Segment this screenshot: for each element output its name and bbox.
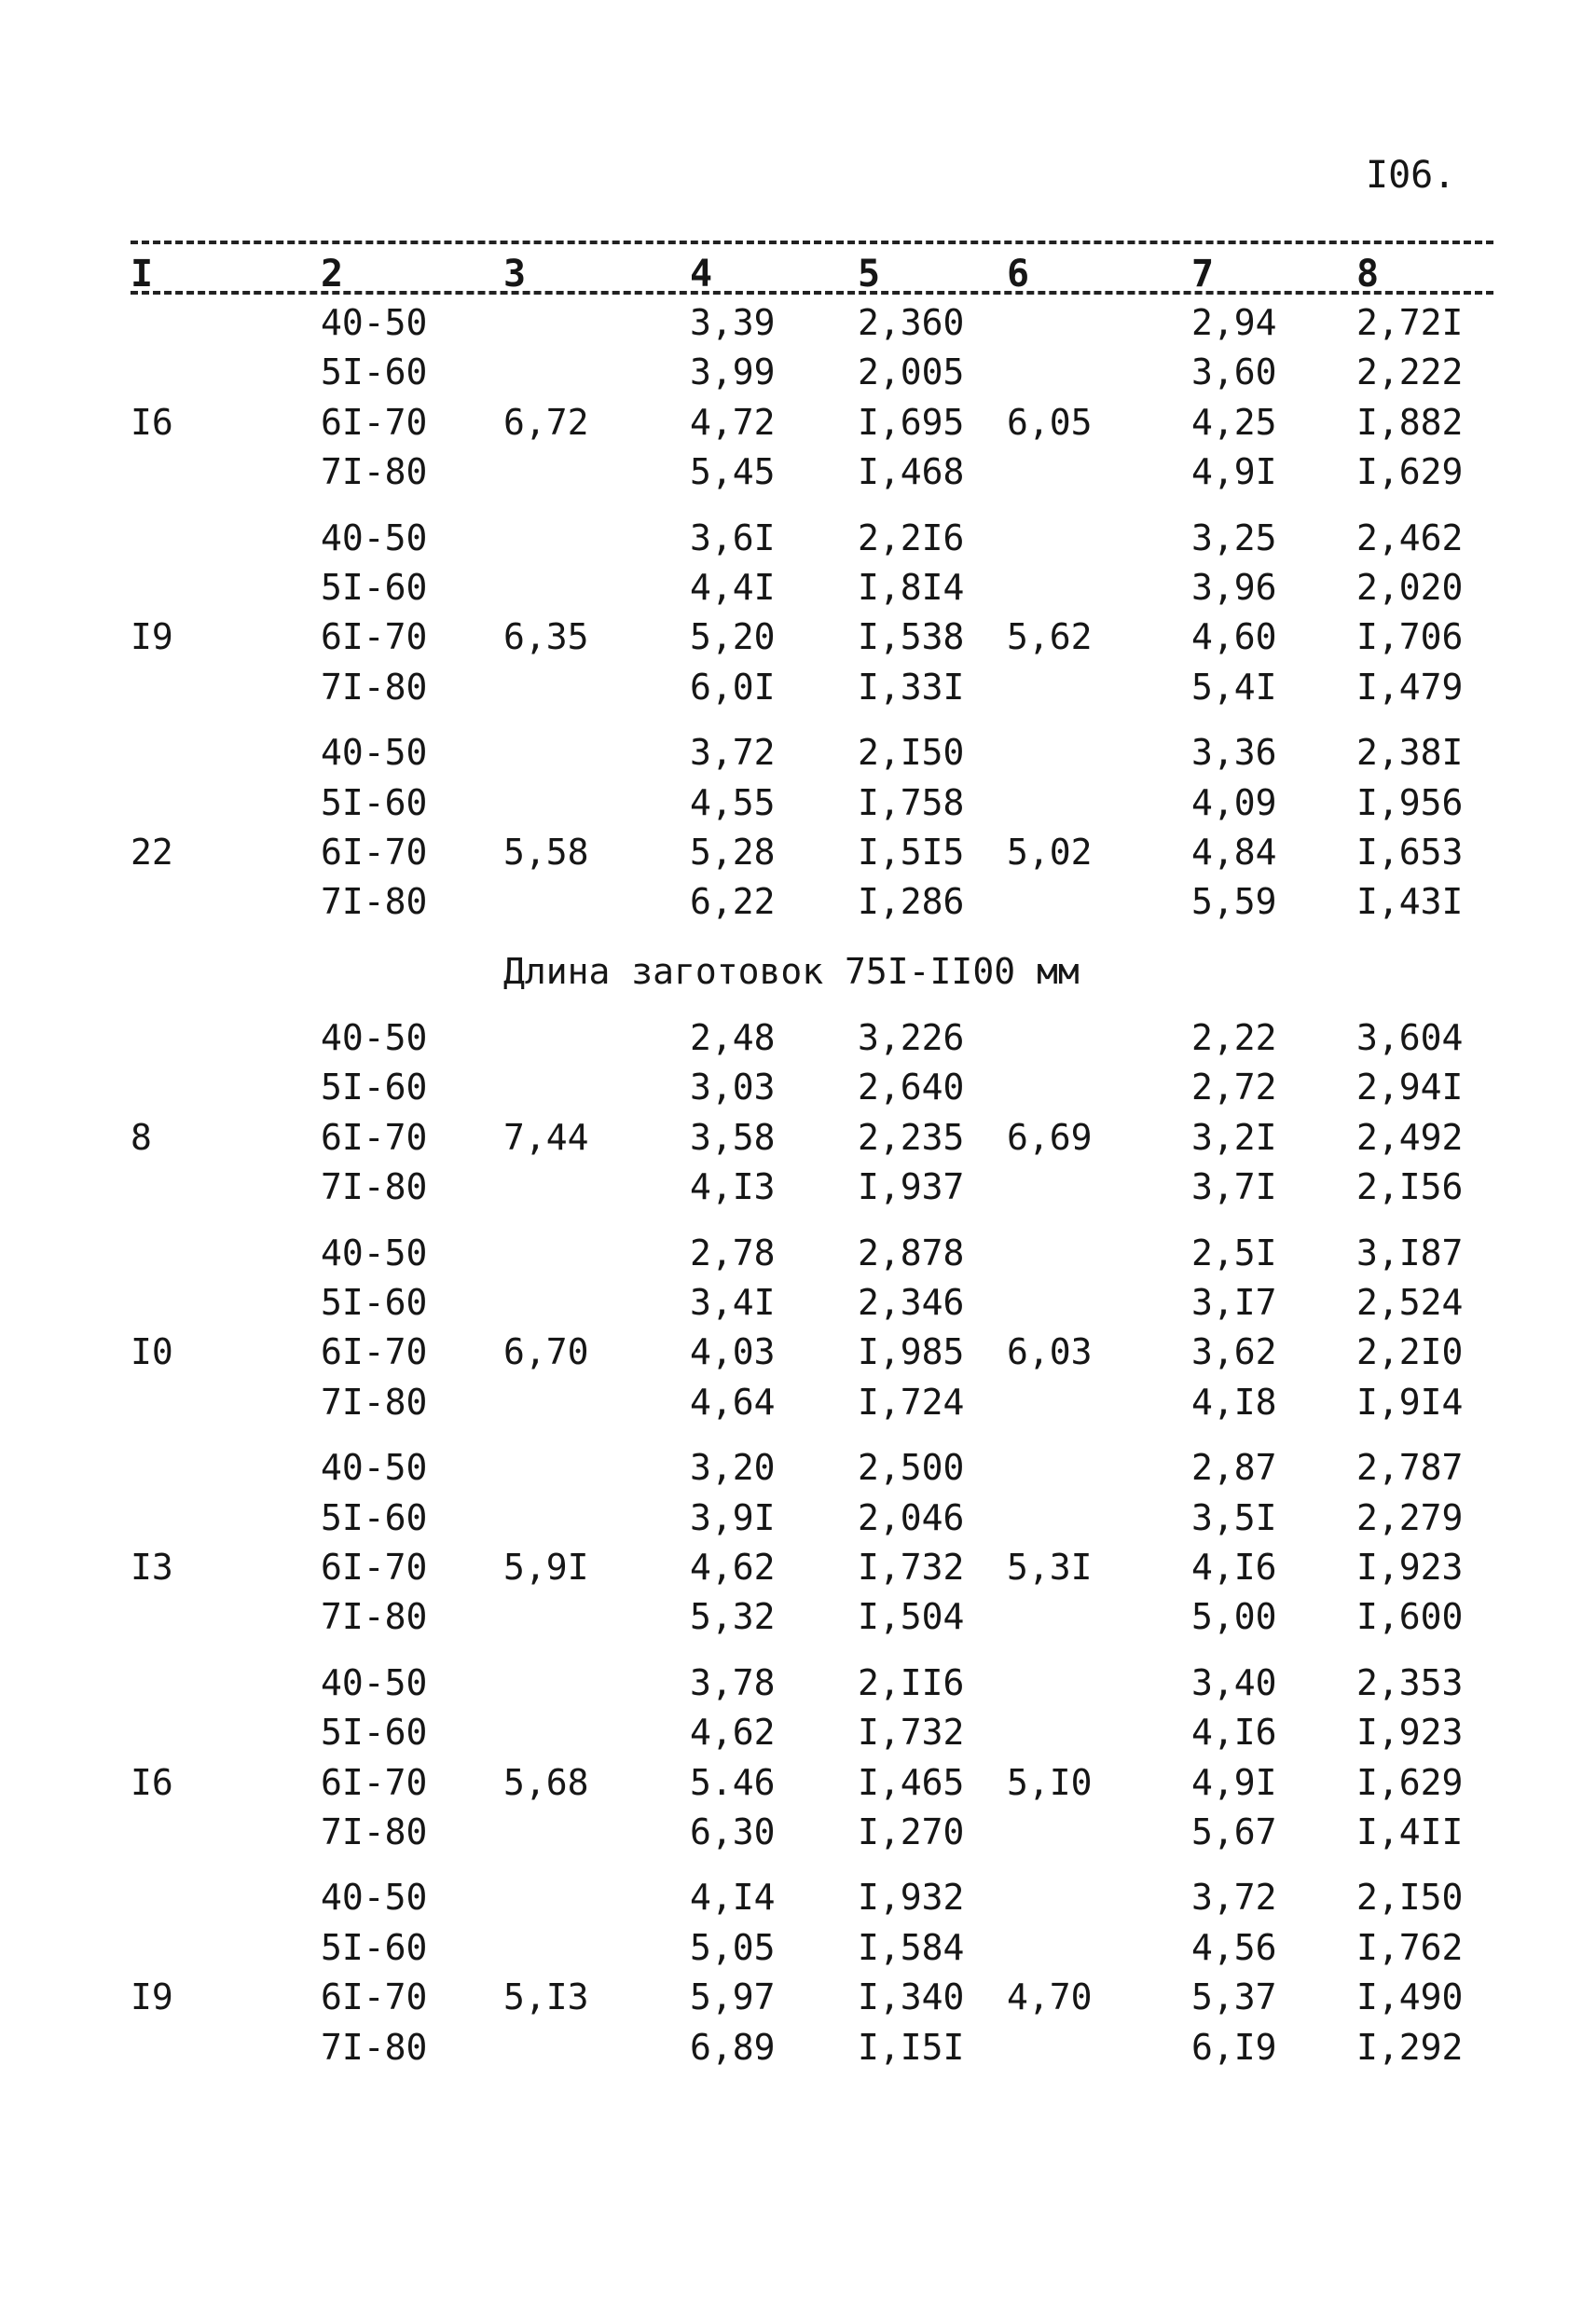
range-cell: 40-50	[321, 1017, 428, 1058]
col5-cell: I,695	[858, 401, 965, 443]
col3-cell: 5,I3	[503, 1976, 589, 2018]
range-cell: 5I-60	[321, 1496, 428, 1538]
col5-cell: 2,360	[858, 302, 965, 343]
col7-cell: 2,72	[1191, 1067, 1277, 1108]
table-row	[0, 1063, 1596, 1111]
range-cell: 5I-60	[321, 1926, 428, 1968]
col6-cell: 4,70	[1007, 1976, 1093, 2018]
col4-cell: 5,05	[690, 1926, 776, 1968]
col8-cell: I,479	[1356, 666, 1464, 708]
col7-cell: 4,84	[1191, 832, 1277, 873]
col8-cell: I,9I4	[1356, 1381, 1464, 1423]
col5-cell: I,985	[858, 1331, 965, 1373]
col8-cell: 2,2I0	[1356, 1331, 1464, 1373]
col8-cell: I,4II	[1356, 1811, 1464, 1852]
table-row	[0, 1013, 1596, 1062]
table-row	[0, 1873, 1596, 1921]
range-cell: 7I-80	[321, 2026, 428, 2068]
col8-cell: I,43I	[1356, 881, 1464, 923]
range-cell: 40-50	[321, 516, 428, 558]
col5-cell: 2,I50	[858, 732, 965, 774]
table-row	[0, 728, 1596, 777]
col7-cell: 5,4I	[1191, 666, 1277, 708]
col7-cell: 3,25	[1191, 516, 1277, 558]
col5-cell: I,286	[858, 881, 965, 923]
header-rule-top	[131, 241, 1493, 244]
col4-cell: 6,89	[690, 2026, 776, 2068]
range-cell: 6I-70	[321, 832, 428, 873]
col4-cell: 5,20	[690, 616, 776, 658]
col7-cell: 5,37	[1191, 1976, 1277, 2018]
col7-cell: 2,87	[1191, 1447, 1277, 1489]
col6-cell: 5,62	[1007, 616, 1093, 658]
table-row	[0, 1973, 1596, 2021]
col6-cell: 6,03	[1007, 1331, 1093, 1373]
range-cell: 5I-60	[321, 1282, 428, 1323]
col4-cell: 3,03	[690, 1067, 776, 1108]
col5-cell: I,538	[858, 616, 965, 658]
table-row	[0, 1163, 1596, 1211]
col8-cell: I,762	[1356, 1926, 1464, 1968]
col7-cell: 3,40	[1191, 1661, 1277, 1703]
col8-cell: I,600	[1356, 1596, 1464, 1638]
col7-cell: 3,96	[1191, 567, 1277, 608]
page-number: I06.	[1366, 154, 1456, 197]
table-row	[0, 613, 1596, 661]
col7-cell: 3,60	[1191, 351, 1277, 393]
col7-cell: 6,I9	[1191, 2026, 1277, 2068]
col8-cell: 2,492	[1356, 1116, 1464, 1158]
col8-cell: 2,94I	[1356, 1067, 1464, 1108]
column-header-2: 2	[321, 253, 344, 296]
range-cell: 40-50	[321, 1877, 428, 1919]
range-cell: 6I-70	[321, 1976, 428, 2018]
range-cell: 40-50	[321, 1232, 428, 1274]
col8-cell: I,923	[1356, 1712, 1464, 1754]
col7-cell: 4,56	[1191, 1926, 1277, 1968]
col7-cell: 3,5I	[1191, 1496, 1277, 1538]
col5-cell: I,732	[858, 1712, 965, 1754]
col8-cell: 3,I87	[1356, 1232, 1464, 1274]
col4-cell: 3,99	[690, 351, 776, 393]
range-cell: 6I-70	[321, 1331, 428, 1373]
col8-cell: 2,222	[1356, 351, 1464, 393]
group-id-cell: 8	[131, 1116, 152, 1158]
column-header-6: 6	[1007, 253, 1030, 296]
col7-cell: 3,62	[1191, 1331, 1277, 1373]
table-row	[0, 1328, 1596, 1376]
col4-cell: 2,48	[690, 1017, 776, 1058]
col5-cell: I,758	[858, 781, 965, 823]
col5-cell: I,8I4	[858, 567, 965, 608]
table-row	[0, 1543, 1596, 1591]
col5-cell: 2,II6	[858, 1661, 965, 1703]
col4-cell: 3,39	[690, 302, 776, 343]
range-cell: 5I-60	[321, 351, 428, 393]
range-cell: 6I-70	[321, 401, 428, 443]
col5-cell: I,5I5	[858, 832, 965, 873]
col5-cell: I,33I	[858, 666, 965, 708]
range-cell: 5I-60	[321, 567, 428, 608]
table-row	[0, 298, 1596, 347]
col7-cell: 5,67	[1191, 1811, 1277, 1852]
col5-cell: I,724	[858, 1381, 965, 1423]
col5-cell: 2,005	[858, 351, 965, 393]
col4-cell: 2,78	[690, 1232, 776, 1274]
col5-cell: 2,346	[858, 1282, 965, 1323]
col8-cell: 2,524	[1356, 1282, 1464, 1323]
col5-cell: I,732	[858, 1547, 965, 1588]
col8-cell: 2,462	[1356, 516, 1464, 558]
col4-cell: 3,6I	[690, 516, 776, 558]
col4-cell: 5,97	[690, 1976, 776, 2018]
col8-cell: I,629	[1356, 451, 1464, 493]
col5-cell: 2,2I6	[858, 516, 965, 558]
col5-cell: 2,640	[858, 1067, 965, 1108]
col4-cell: 4,62	[690, 1547, 776, 1588]
column-header-4: 4	[690, 253, 713, 296]
col7-cell: 3,7I	[1191, 1166, 1277, 1208]
table-row	[0, 1378, 1596, 1426]
range-cell: 40-50	[321, 732, 428, 774]
range-cell: 40-50	[321, 1447, 428, 1489]
col3-cell: 5,58	[503, 832, 589, 873]
col7-cell: 3,72	[1191, 1877, 1277, 1919]
col4-cell: 4,I4	[690, 1877, 776, 1919]
col8-cell: I,882	[1356, 401, 1464, 443]
table-row	[0, 1758, 1596, 1807]
col5-cell: 2,046	[858, 1496, 965, 1538]
col8-cell: 3,604	[1356, 1017, 1464, 1058]
col8-cell: I,653	[1356, 832, 1464, 873]
col4-cell: 5,32	[690, 1596, 776, 1638]
col3-cell: 6,70	[503, 1331, 589, 1373]
col4-cell: 3,9I	[690, 1496, 776, 1538]
header-rule-bottom	[131, 291, 1493, 295]
col5-cell: I,270	[858, 1811, 965, 1852]
col7-cell: 3,36	[1191, 732, 1277, 774]
col8-cell: I,629	[1356, 1761, 1464, 1803]
col4-cell: 6,0I	[690, 666, 776, 708]
col5-cell: 3,226	[858, 1017, 965, 1058]
col8-cell: 2,I50	[1356, 1877, 1464, 1919]
table-row	[0, 1708, 1596, 1756]
col4-cell: 4,64	[690, 1381, 776, 1423]
col5-cell: I,I5I	[858, 2026, 965, 2068]
col7-cell: 3,2I	[1191, 1116, 1277, 1158]
col4-cell: 6,30	[690, 1811, 776, 1852]
col3-cell: 5,9I	[503, 1547, 589, 1588]
group-id-cell: I6	[131, 401, 173, 443]
col7-cell: 4,I6	[1191, 1547, 1277, 1588]
range-cell: 7I-80	[321, 666, 428, 708]
col8-cell: 2,279	[1356, 1496, 1464, 1538]
col5-cell: 2,878	[858, 1232, 965, 1274]
col4-cell: 3,58	[690, 1116, 776, 1158]
column-header-1: I	[131, 253, 154, 296]
table-row	[0, 2023, 1596, 2072]
col8-cell: I,706	[1356, 616, 1464, 658]
col4-cell: 4,72	[690, 401, 776, 443]
column-header-3: 3	[503, 253, 527, 296]
col7-cell: 3,I7	[1191, 1282, 1277, 1323]
col6-cell: 6,05	[1007, 401, 1093, 443]
col5-cell: 2,235	[858, 1116, 965, 1158]
col4-cell: 4,4I	[690, 567, 776, 608]
col7-cell: 5,59	[1191, 881, 1277, 923]
range-cell: 7I-80	[321, 1381, 428, 1423]
range-cell: 6I-70	[321, 1761, 428, 1803]
col7-cell: 4,9I	[1191, 1761, 1277, 1803]
col5-cell: I,584	[858, 1926, 965, 1968]
col4-cell: 3,4I	[690, 1282, 776, 1323]
col5-cell: 2,500	[858, 1447, 965, 1489]
range-cell: 7I-80	[321, 451, 428, 493]
range-cell: 5I-60	[321, 781, 428, 823]
range-cell: 7I-80	[321, 1166, 428, 1208]
range-cell: 40-50	[321, 1661, 428, 1703]
column-header-8: 8	[1356, 253, 1380, 296]
table-row	[0, 1923, 1596, 1972]
col4-cell: 6,22	[690, 881, 776, 923]
col7-cell: 4,I6	[1191, 1712, 1277, 1754]
col3-cell: 6,72	[503, 401, 589, 443]
col4-cell: 3,78	[690, 1661, 776, 1703]
col5-cell: I,937	[858, 1166, 965, 1208]
table-row	[0, 778, 1596, 827]
col5-cell: I,468	[858, 451, 965, 493]
group-id-cell: I0	[131, 1331, 173, 1373]
table-row	[0, 398, 1596, 447]
col4-cell: 3,72	[690, 732, 776, 774]
range-cell: 6I-70	[321, 1547, 428, 1588]
col6-cell: 5,02	[1007, 832, 1093, 873]
col8-cell: I,956	[1356, 781, 1464, 823]
col7-cell: 5,00	[1191, 1596, 1277, 1638]
range-cell: 6I-70	[321, 1116, 428, 1158]
col8-cell: 2,787	[1356, 1447, 1464, 1489]
col3-cell: 6,35	[503, 616, 589, 658]
col8-cell: 2,72I	[1356, 302, 1464, 343]
col4-cell: 5.46	[690, 1761, 776, 1803]
group-id-cell: I9	[131, 616, 173, 658]
table-row	[0, 1494, 1596, 1542]
group-id-cell: I9	[131, 1976, 173, 2018]
col8-cell: 2,020	[1356, 567, 1464, 608]
col5-cell: I,465	[858, 1761, 965, 1803]
group-id-cell: I6	[131, 1761, 173, 1803]
col8-cell: 2,I56	[1356, 1166, 1464, 1208]
col3-cell: 7,44	[503, 1116, 589, 1158]
col7-cell: 4,I8	[1191, 1381, 1277, 1423]
table-row	[0, 1592, 1596, 1641]
col6-cell: 6,69	[1007, 1116, 1093, 1158]
table-row	[0, 828, 1596, 876]
col8-cell: 2,353	[1356, 1661, 1464, 1703]
range-cell: 5I-60	[321, 1712, 428, 1754]
col4-cell: 4,03	[690, 1331, 776, 1373]
table-row	[0, 877, 1596, 926]
table-row	[0, 348, 1596, 396]
col3-cell: 5,68	[503, 1761, 589, 1803]
range-cell: 7I-80	[321, 881, 428, 923]
column-header-5: 5	[858, 253, 881, 296]
table-row	[0, 1808, 1596, 1856]
col4-cell: 5,45	[690, 451, 776, 493]
col4-cell: 4,62	[690, 1712, 776, 1754]
col8-cell: I,923	[1356, 1547, 1464, 1588]
col4-cell: 4,55	[690, 781, 776, 823]
col7-cell: 4,60	[1191, 616, 1277, 658]
col5-cell: I,340	[858, 1976, 965, 2018]
col4-cell: 4,I3	[690, 1166, 776, 1208]
col7-cell: 4,25	[1191, 401, 1277, 443]
table-row	[0, 514, 1596, 562]
column-header-7: 7	[1191, 253, 1215, 296]
table-row	[0, 663, 1596, 711]
col6-cell: 5,I0	[1007, 1761, 1093, 1803]
col7-cell: 2,22	[1191, 1017, 1277, 1058]
range-cell: 6I-70	[321, 616, 428, 658]
table-row	[0, 1659, 1596, 1707]
range-cell: 5I-60	[321, 1067, 428, 1108]
range-cell: 40-50	[321, 302, 428, 343]
col8-cell: 2,38I	[1356, 732, 1464, 774]
table-row	[0, 1443, 1596, 1492]
table-row	[0, 1278, 1596, 1327]
group-id-cell: I3	[131, 1547, 173, 1588]
section-title: Длина заготовок 75I-II00 мм	[503, 951, 1080, 992]
col7-cell: 2,5I	[1191, 1232, 1277, 1274]
col5-cell: I,504	[858, 1596, 965, 1638]
col7-cell: 4,09	[1191, 781, 1277, 823]
col8-cell: I,490	[1356, 1976, 1464, 2018]
table-row	[0, 447, 1596, 496]
col5-cell: I,932	[858, 1877, 965, 1919]
col7-cell: 4,9I	[1191, 451, 1277, 493]
col4-cell: 3,20	[690, 1447, 776, 1489]
range-cell: 7I-80	[321, 1811, 428, 1852]
col8-cell: I,292	[1356, 2026, 1464, 2068]
table-row	[0, 563, 1596, 612]
table-row	[0, 1229, 1596, 1277]
group-id-cell: 22	[131, 832, 173, 873]
col6-cell: 5,3I	[1007, 1547, 1093, 1588]
range-cell: 7I-80	[321, 1596, 428, 1638]
table-row	[0, 1113, 1596, 1162]
col4-cell: 5,28	[690, 832, 776, 873]
col7-cell: 2,94	[1191, 302, 1277, 343]
